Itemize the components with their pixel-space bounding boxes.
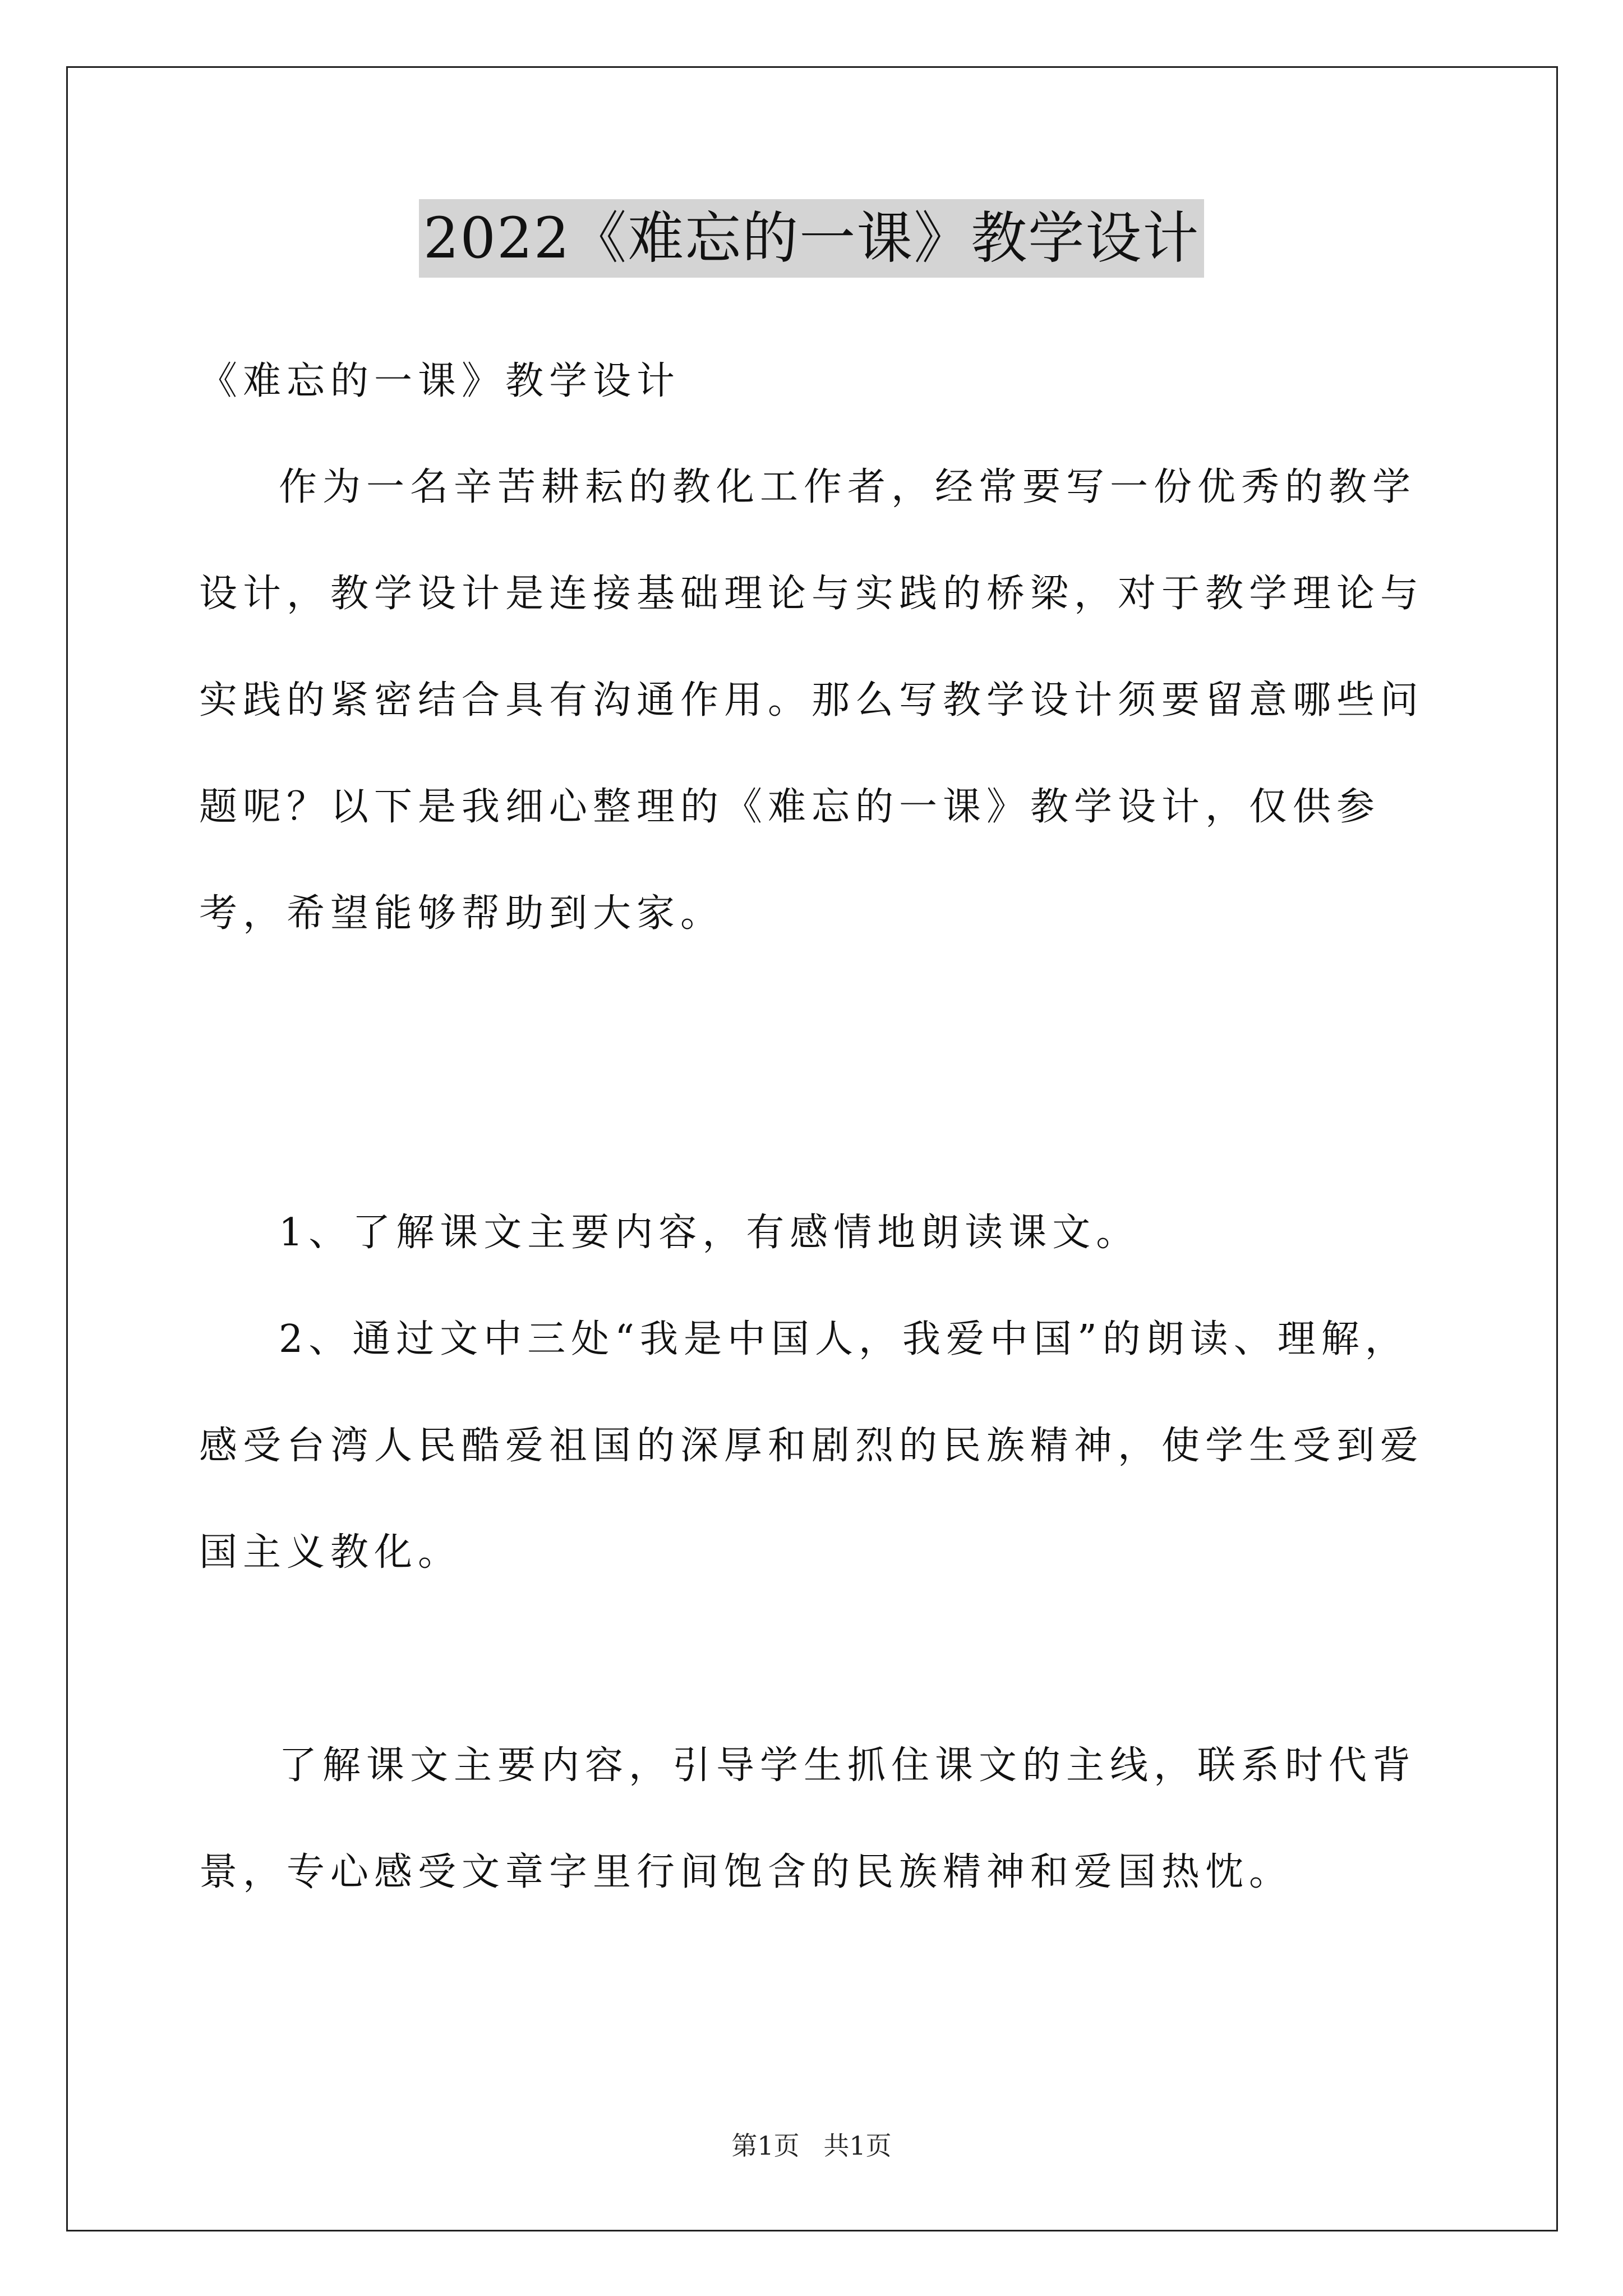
page-footer: [0, 2129, 1623, 2162]
page-number-current: 第1页: [731, 2131, 800, 2161]
key-point-paragraph: 了解课文主要内容，引导学生抓住课文的主线，联系时代背景，专心感受文章字里行间饱含的民族精神和爱国热忱。: [199, 1743, 1417, 1894]
objective-2: 2、通过文中三处“我是中国人，我爱中国”的朗读、理解，感受台湾人民酷爱祖国的深厚和剧烈的民族精神，使学生受到爱国主义教化。: [199, 1317, 1424, 1575]
document-subtitle: 《难忘的一课》教学设计: [199, 359, 681, 403]
objective-1: 1、了解课文主要内容，有感情地朗读课文。: [279, 1211, 1140, 1255]
title-container: [0, 199, 1623, 278]
document-title: 2022《难忘的一课》教学设计: [419, 199, 1205, 278]
intro-paragraph: 作为一名辛苦耕耘的教化工作者，经常要写一份优秀的教学设计，教学设计是连接基础理论与实践的桥梁，对于教学理论与实践的紧密结合具有沟通作用。那么写教学设计须要留意哪些问题呢？以下是我细心整理的《难忘的一课》教学设计，仅供参考，希望能够帮助到大家。: [199, 465, 1424, 936]
page-number-total: 共1页: [823, 2131, 892, 2161]
